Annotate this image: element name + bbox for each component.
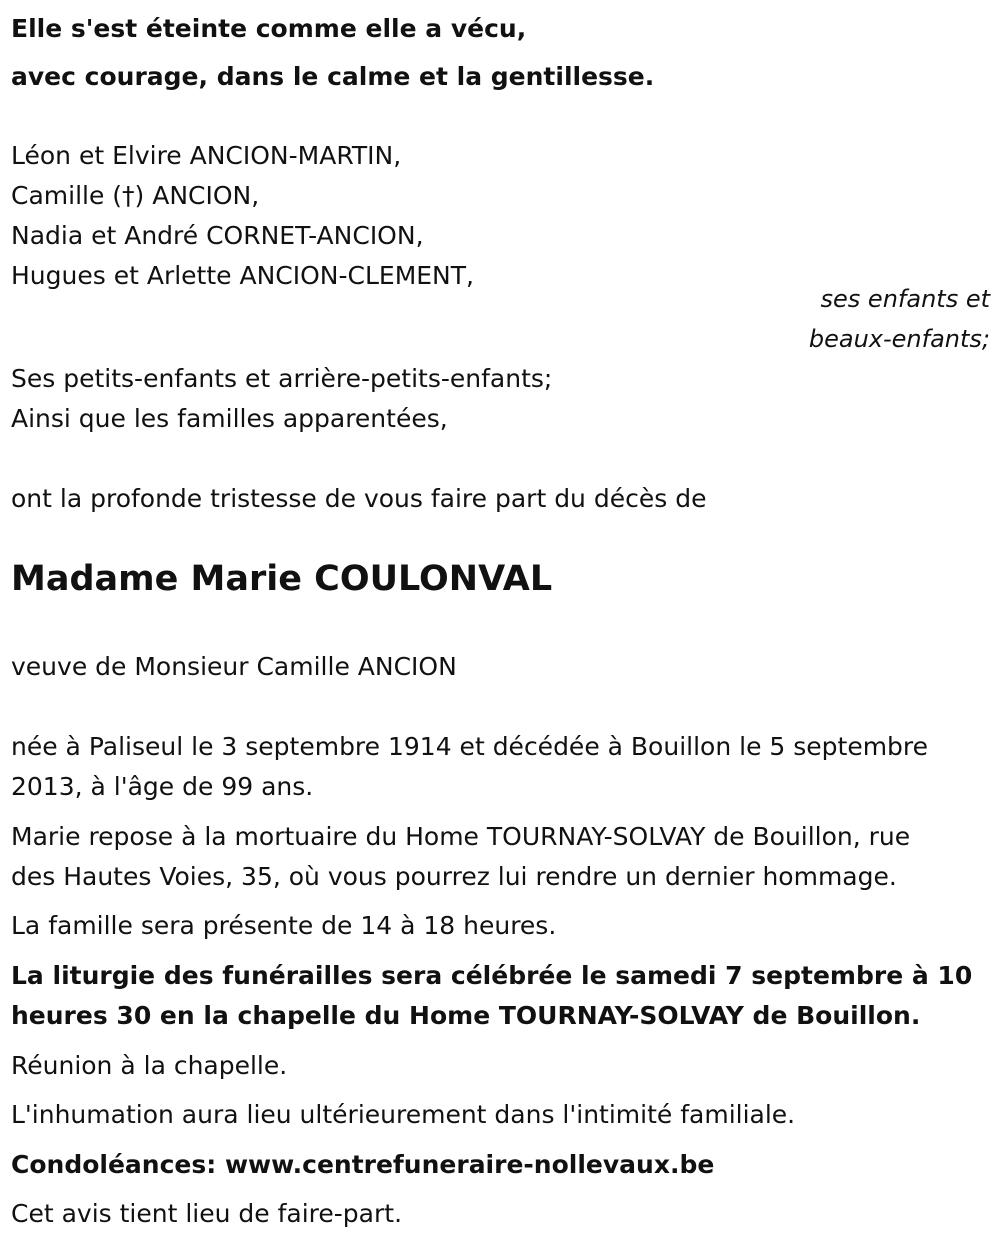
- mortuary-line-2: des Hautes Voies, 35, où vous pourrez lui rendre un dernier hommage.: [11, 862, 897, 891]
- family-member: Léon et Elvire ANCION-MARTIN,: [11, 141, 402, 170]
- reunion-line: Réunion à la chapelle.: [11, 1051, 288, 1080]
- children-role-line-2: beaux-enfants;: [808, 325, 990, 353]
- burial-line: L'inhumation aura lieu ultérieurement dans l'intimité familiale.: [11, 1100, 796, 1129]
- mortuary-line-1: Marie repose à la mortuaire du Home TOURNAY-SOLVAY de Bouillon, rue: [11, 822, 911, 851]
- liturgy-line-2: heures 30 en la chapelle du Home TOURNAY-SOLVAY de Bouillon.: [11, 1001, 921, 1030]
- grandchildren-line: Ses petits-enfants et arrière-petits-enfants;: [11, 364, 553, 393]
- family-member: Hugues et Arlette ANCION-CLEMENT,: [11, 261, 474, 290]
- relatives-line: Ainsi que les familles apparentées,: [11, 404, 448, 433]
- deceased-name: Madame Marie COULONVAL: [11, 559, 553, 599]
- notice-line: Cet avis tient lieu de faire-part.: [11, 1199, 403, 1228]
- family-member: Nadia et André CORNET-ANCION,: [11, 221, 424, 250]
- epitaph-line-2: avec courage, dans le calme et la gentillesse.: [11, 62, 655, 91]
- family-presence-line: La famille sera présente de 14 à 18 heures.: [11, 911, 557, 940]
- announcement-line: ont la profonde tristesse de vous faire part du décès de: [11, 484, 707, 513]
- birth-death-line-2: 2013, à l'âge de 99 ans.: [11, 772, 314, 801]
- liturgy-line-1: La liturgie des funérailles sera célébrée le samedi 7 septembre à 10: [11, 961, 973, 990]
- children-role-line-1: ses enfants et: [820, 285, 990, 313]
- widow-of-line: veuve de Monsieur Camille ANCION: [11, 652, 457, 681]
- birth-death-line-1: née à Paliseul le 3 septembre 1914 et décédée à Bouillon le 5 septembre: [11, 732, 929, 761]
- family-member: Camille (†) ANCION,: [11, 181, 260, 210]
- epitaph-line-1: Elle s'est éteinte comme elle a vécu,: [11, 14, 527, 43]
- condolences-line[interactable]: Condoléances: www.centrefuneraire-nollevaux.be: [11, 1150, 715, 1179]
